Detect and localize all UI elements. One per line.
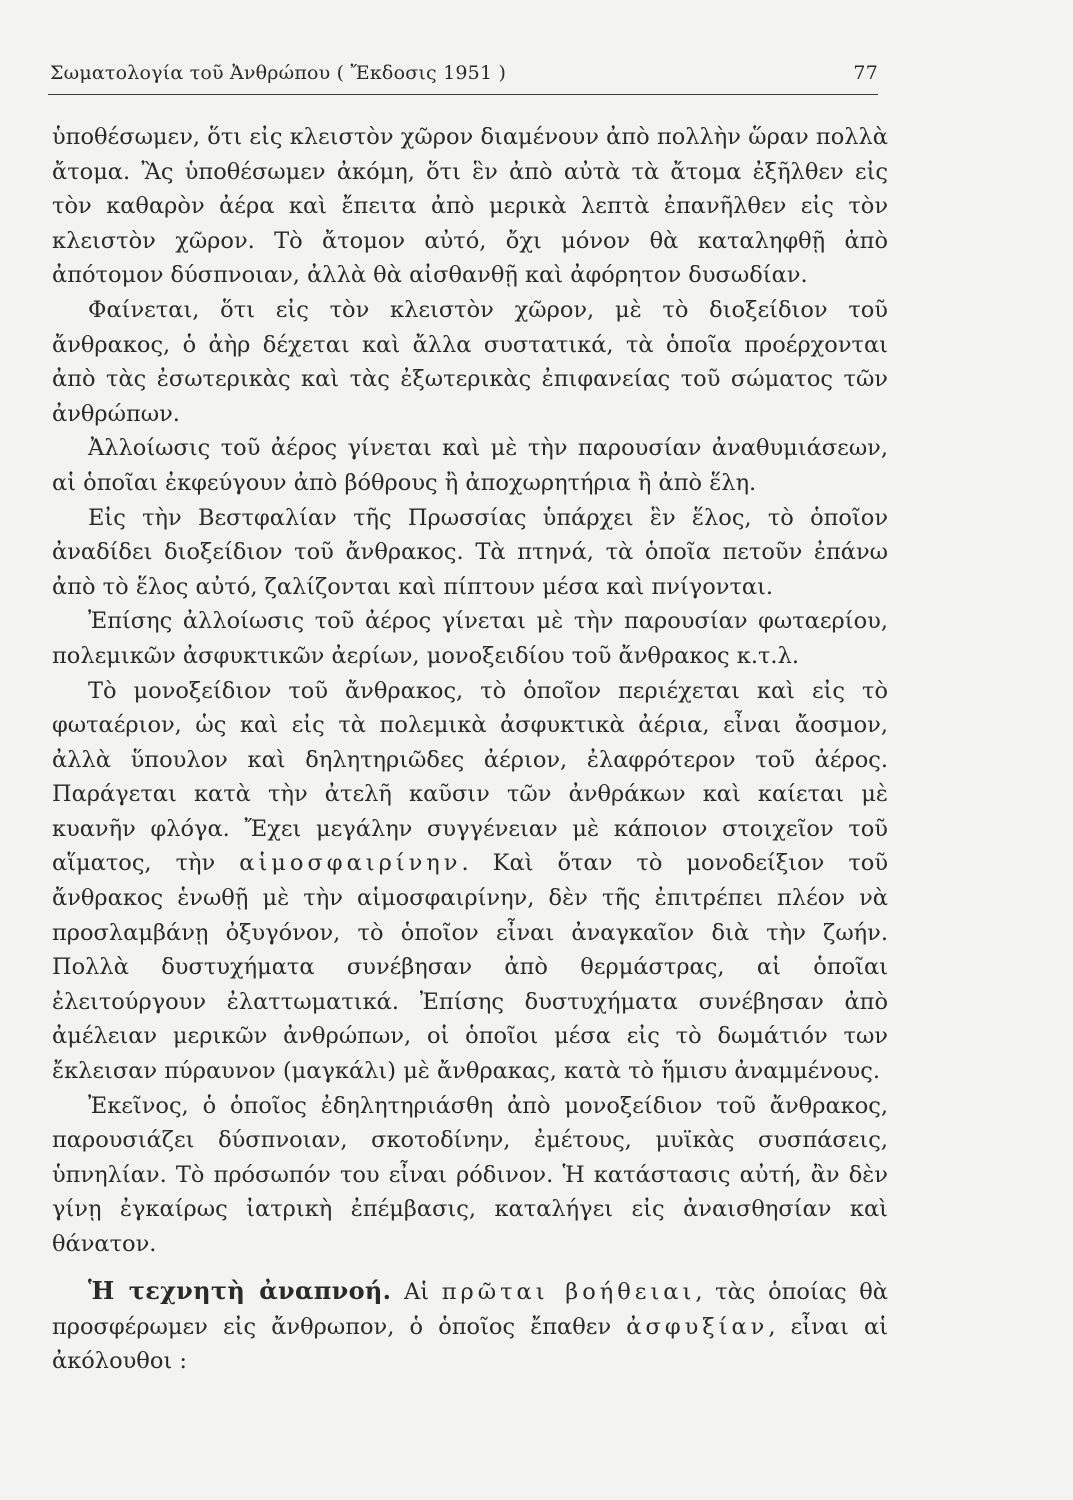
- page-number: 77: [853, 62, 878, 84]
- paragraph-1: ὑποθέσωμεν, ὅτι εἰς κλειστὸν χῶρον διαμένουν ἀπὸ πολλὴν ὥραν πολλὰ ἄτομα. Ἂς ὑποθέσωμεν ἀκόμη, ὅτι ἓν ἀπὸ αὐτὰ τὰ ἄτομα ἐξῆλθεν εἰς τὸν καθαρὸν ἀέρα καὶ ἔπειτα ἀπὸ μερικὰ λεπτὰ ἐπανῆλθεν εἰς τὸν κλειστὸν χῶρον. Τὸ ἄτομον αὐτό, ὄχι μόνον θὰ καταληφθῇ ἀπὸ ἀπότομον δύσπνοιαν, ἀλλὰ θὰ αἰσθανθῇ καὶ ἀφόρητον δυσωδίαν.: [52, 124, 888, 289]
- paragraph-7: Ἐκεῖνος, ὁ ὁποῖος ἐδηλητηριάσθη ἀπὸ μονοξείδιον τοῦ ἄνθρακος, παρουσιάζει δύσπνοιαν, σκοτοδίνην, ἐμέτους, μυϊκὰς συσπάσεις, ὑπνηλίαν. Τὸ πρόσωπόν του εἶναι ρόδινον. Ἡ κατάστασις αὐτή, ἂν δὲν γίνῃ ἐγκαίρως ἰατρικὴ ἐπέμβασις, καταλήγει εἰς ἀναισθησίαν καὶ θάνατον.: [52, 1092, 888, 1257]
- running-title: Σωματολογία τοῦ Ἀνθρώπου ( Ἔκδοσις 1951 ): [50, 62, 507, 84]
- section-text-2: , τὰς ὁποίας θὰ προσφέρωμεν εἰς ἄνθρωπον, ὁ ὁποῖος ἔπαθεν: [52, 1279, 888, 1340]
- paragraph-6-end: . Καὶ ὅταν τὸ μονοδείξιον τοῦ ἄνθρακος ἑνωθῇ μὲ τὴν αἱμοσφαιρίνην, δὲν τῆς ἐπιτρέπει πλέον νὰ προσλαμβάνῃ ὀξυγόνον, τὸ ὁποῖον εἶναι ἀναγκαῖον διὰ τὴν ζωήν. Πολλὰ δυστυχήματα συνέβησαν ἀπὸ θερμάστρας, αἱ ὁποῖαι ἐλειτούργουν ἐλαττωματικά. Ἐπίσης δυστυχήματα συνέβησαν ἀπὸ ἀμέλειαν μερικῶν ἀνθρώπων, οἱ ὁποῖοι μέσα εἰς τὸ δωμάτιόν των ἔκλεισαν πύραυνον (μαγκάλι) μὲ ἄνθρακας, κατὰ τὸ ἥμισυ ἀναμμένους.: [52, 850, 888, 1085]
- section-artificial-respiration: [52, 1274, 888, 1379]
- paragraph-5: Ἐπίσης ἀλλοίωσις τοῦ ἀέρος γίνεται μὲ τὴν παρουσίαν φωταερίου, πολεμικῶν ἀσφυκτικῶν ἀερίων, μονοξειδίου τοῦ ἄνθρακος κ.τ.λ.: [52, 608, 888, 669]
- section-text-1: Αἱ: [391, 1279, 442, 1305]
- paragraph-2: Φαίνεται, ὅτι εἰς τὸν κλειστὸν χῶρον, μὲ τὸ διοξείδιον τοῦ ἄνθρακος, ὁ ἀὴρ δέχεται καὶ ἄλλα συστατικά, τὰ ὁποῖα προέρχονται ἀπὸ τὰς ἐσωτερικὰς καὶ τὰς ἐξωτερικὰς ἐπιφανείας τοῦ σώματος τῶν ἀνθρώπων.: [52, 296, 888, 427]
- paragraph-4: Εἰς τὴν Βεστφαλίαν τῆς Πρωσσίας ὑπάρχει ἓν ἕλος, τὸ ὁποῖον ἀναδίδει διοξείδιον τοῦ ἄνθρακος. Τὰ πτηνά, τὰ ὁποῖα πετοῦν ἐπάνω ἀπὸ τὸ ἕλος αὐτό, ζαλίζονται καὶ πίπτουν μέσα καὶ πνίγονται.: [52, 504, 888, 600]
- emphasis-hemoglobin: αἱμοσφαιρίνην: [239, 850, 462, 877]
- body-text: [52, 120, 888, 1262]
- emphasis-first-aid: πρῶται βοήθειαι: [441, 1279, 696, 1305]
- header-rule: [48, 94, 878, 95]
- paragraph-6-start: Τὸ μονοξείδιον τοῦ ἄνθρακος, τὸ ὁποῖον περιέχεται καὶ εἰς τὸ φωταέριον, ὡς καὶ εἰς τὰ πολεμικὰ ἀσφυκτικὰ ἀέρια, εἶναι ἄοσμον, ἀλλὰ ὕπουλον καὶ δηλητηριῶδες ἀέριον, ἐλαφρότερον τοῦ ἀέρος. Παράγεται κατὰ τὴν ἀτελῆ καῦσιν τῶν ἀνθράκων καὶ καίεται μὲ κυανῆν φλόγα. Ἔχει μεγάλην συγγένειαν μὲ κάποιον στοιχεῖον τοῦ αἵματος, τὴν: [52, 677, 888, 877]
- section-text-3: , εἶναι αἱ ἀκόλουθοι :: [52, 1313, 888, 1375]
- paragraph-6: [52, 674, 888, 1089]
- paragraph-3: Ἀλλοίωσις τοῦ ἀέρος γίνεται καὶ μὲ τὴν παρουσίαν ἀναθυμιάσεων, αἱ ὁποῖαι ἐκφεύγουν ἀπὸ βόθρους ἢ ἀποχωρητήρια ἢ ἀπὸ ἕλη.: [52, 435, 888, 496]
- emphasis-asphyxia: ἀσφυξίαν: [626, 1313, 769, 1340]
- running-header: [50, 62, 878, 84]
- section-paragraph: [52, 1274, 888, 1379]
- section-title: Ἡ τεχνητὴ ἀναπνοή.: [88, 1276, 392, 1305]
